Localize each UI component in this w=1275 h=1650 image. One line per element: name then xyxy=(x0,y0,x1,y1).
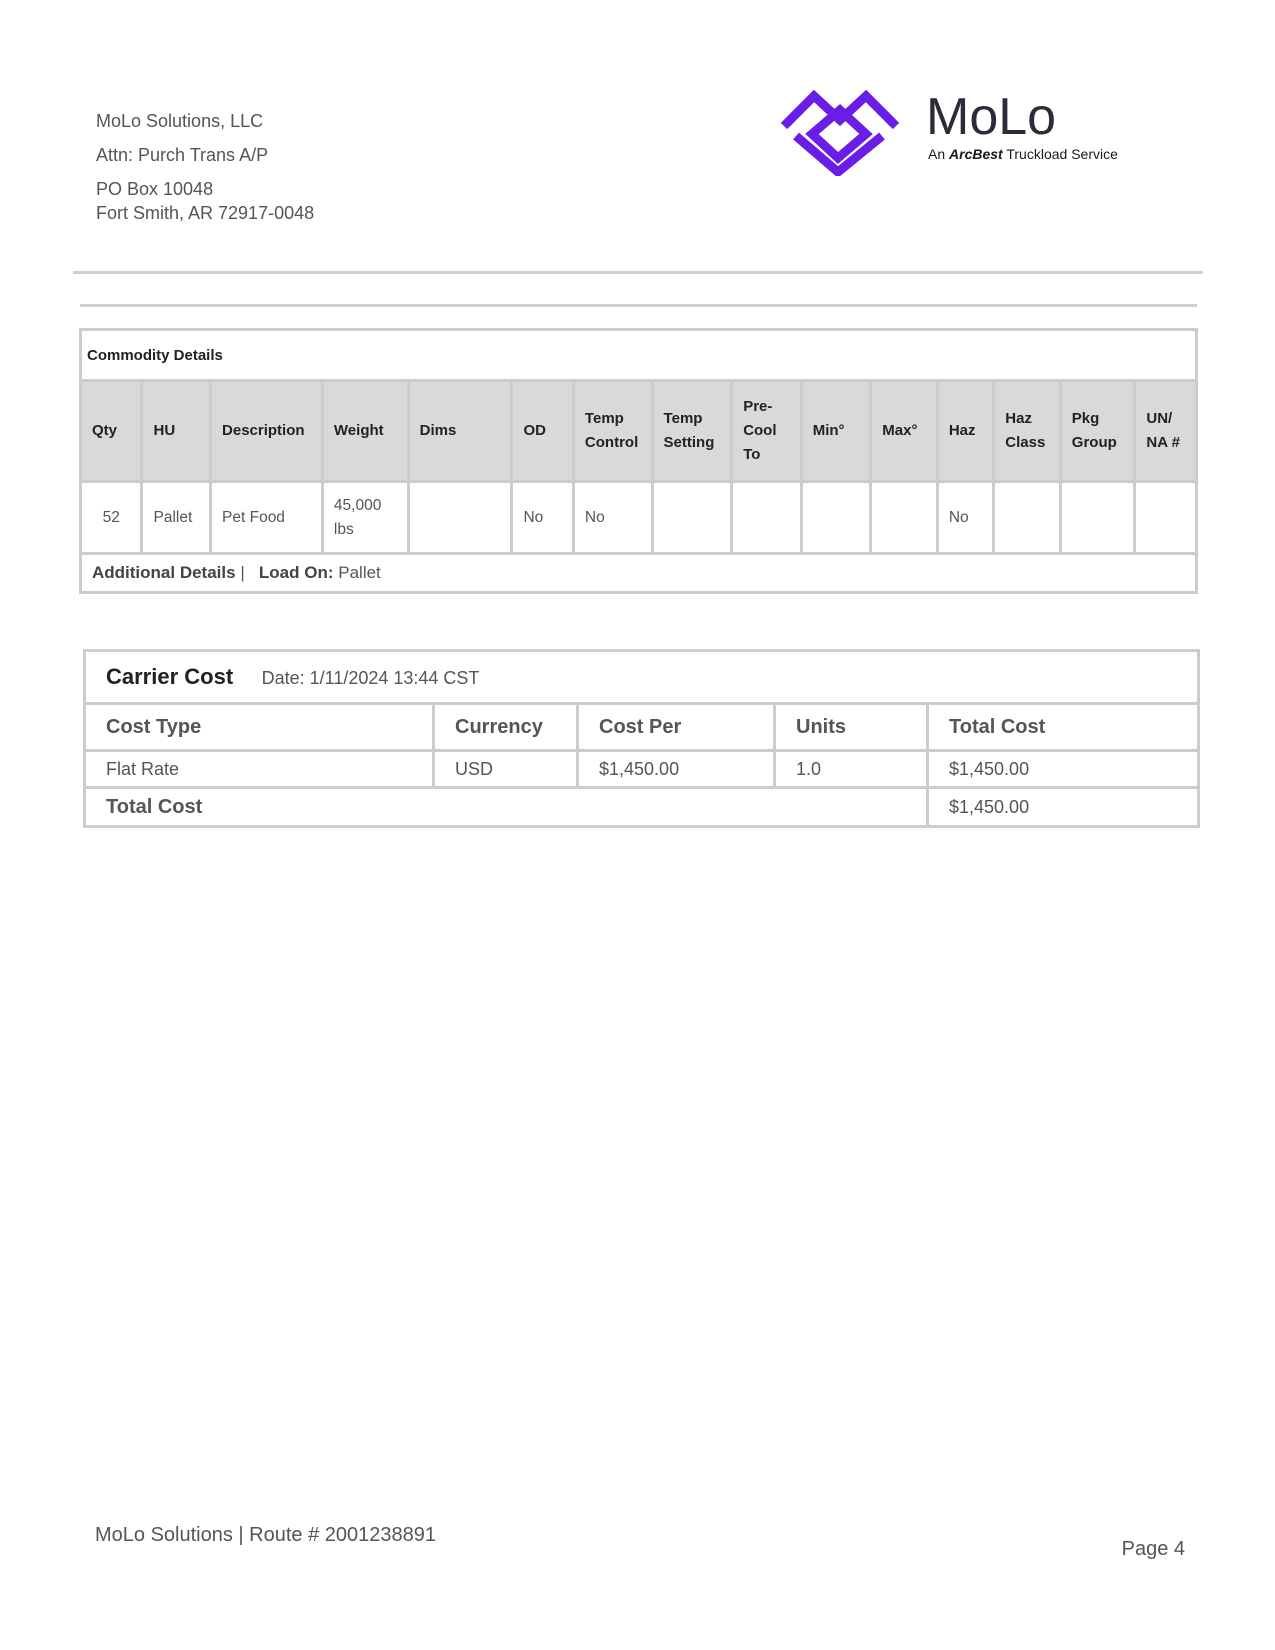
carrier-cost-table xyxy=(83,649,1200,828)
cell-haz-class xyxy=(994,482,1061,554)
additional-details-row xyxy=(81,554,1197,593)
divider-secondary xyxy=(80,304,1197,307)
cell-hu: Pallet xyxy=(142,482,211,554)
additional-details xyxy=(81,554,1197,593)
divider-top xyxy=(73,271,1203,274)
header-un-na: UN/ NA # xyxy=(1135,381,1197,482)
cell-dims xyxy=(408,482,512,554)
logo-wordmark: MoLo xyxy=(926,88,1057,146)
header-dims: Dims xyxy=(408,381,512,482)
cell-pre-cool xyxy=(732,482,802,554)
billing-address xyxy=(96,104,314,224)
logo-tagline-prefix: An xyxy=(928,146,946,162)
header-qty: Qty xyxy=(81,381,142,482)
cell-un-na xyxy=(1135,482,1197,554)
header-pkg-group: Pkg Group xyxy=(1060,381,1135,482)
cell-cost-per: $1,450.00 xyxy=(578,751,775,788)
cell-temp-control: No xyxy=(573,482,652,554)
commodity-header-row xyxy=(81,381,1197,482)
cell-cost-type: Flat Rate xyxy=(85,751,434,788)
header-pre-cool: Pre-Cool To xyxy=(732,381,802,482)
molo-logo xyxy=(778,84,1148,176)
cell-min xyxy=(801,482,871,554)
cell-total-cost: $1,450.00 xyxy=(928,751,1199,788)
cell-od: No xyxy=(512,482,573,554)
city-state-zip: Fort Smith, AR 72917-0048 xyxy=(96,203,315,223)
company-name: MoLo Solutions, LLC xyxy=(96,111,264,131)
header-haz: Haz xyxy=(937,381,993,482)
load-on-value: Pallet xyxy=(338,563,381,582)
cell-currency: USD xyxy=(434,751,578,788)
additional-details-separator: | xyxy=(240,563,245,582)
header-max: Max° xyxy=(871,381,938,482)
header-od: OD xyxy=(512,381,573,482)
commodity-details-table xyxy=(79,328,1198,594)
total-cost-label: Total Cost xyxy=(85,788,928,827)
total-row xyxy=(85,788,1199,827)
attention-line: Attn: Purch Trans A/P xyxy=(96,145,269,165)
carrier-cost-title: Carrier Cost xyxy=(106,664,234,689)
svg-text:An ArcBest Truckload S xyxy=(928,146,1118,162)
header-cost-per: Cost Per xyxy=(578,704,775,751)
molo-mark-icon xyxy=(784,96,896,172)
cost-header-row xyxy=(85,704,1199,751)
cell-units: 1.0 xyxy=(775,751,928,788)
header-cost-type: Cost Type xyxy=(85,704,434,751)
header-currency: Currency xyxy=(434,704,578,751)
cell-qty: 52 xyxy=(81,482,142,554)
cell-weight: 45,000 lbs xyxy=(322,482,408,554)
header-weight: Weight xyxy=(322,381,408,482)
additional-details-label: Additional Details xyxy=(92,563,236,582)
header-description: Description xyxy=(211,381,323,482)
header-temp-setting: Temp Setting xyxy=(652,381,732,482)
cell-description: Pet Food xyxy=(211,482,323,554)
cell-pkg-group xyxy=(1060,482,1135,554)
page-number: Page 4 xyxy=(1121,1538,1185,1560)
total-cost-value: $1,450.00 xyxy=(928,788,1199,827)
carrier-cost-date: Date: 1/11/2024 13:44 CST xyxy=(261,668,480,688)
header-min: Min° xyxy=(801,381,871,482)
load-on-label: Load On: xyxy=(258,563,334,582)
header-temp-control: Temp Control xyxy=(573,381,652,482)
cell-temp-setting xyxy=(652,482,732,554)
header-hu: HU xyxy=(142,381,211,482)
header-units: Units xyxy=(775,704,928,751)
footer-route: MoLo Solutions | Route # 2001238891 xyxy=(95,1524,437,1546)
logo-tagline-suffix: Truckload Service xyxy=(1006,146,1118,162)
commodity-title: Commodity Details xyxy=(81,330,1197,381)
carrier-cost-header xyxy=(85,651,1199,704)
table-row xyxy=(81,482,1197,554)
po-box: PO Box 10048 xyxy=(96,179,214,199)
cell-max xyxy=(871,482,938,554)
table-row xyxy=(85,751,1199,788)
logo-tagline-brand: ArcBest xyxy=(949,146,1003,162)
header-total-cost: Total Cost xyxy=(928,704,1199,751)
header-haz-class: Haz Class xyxy=(994,381,1061,482)
cell-haz: No xyxy=(937,482,993,554)
